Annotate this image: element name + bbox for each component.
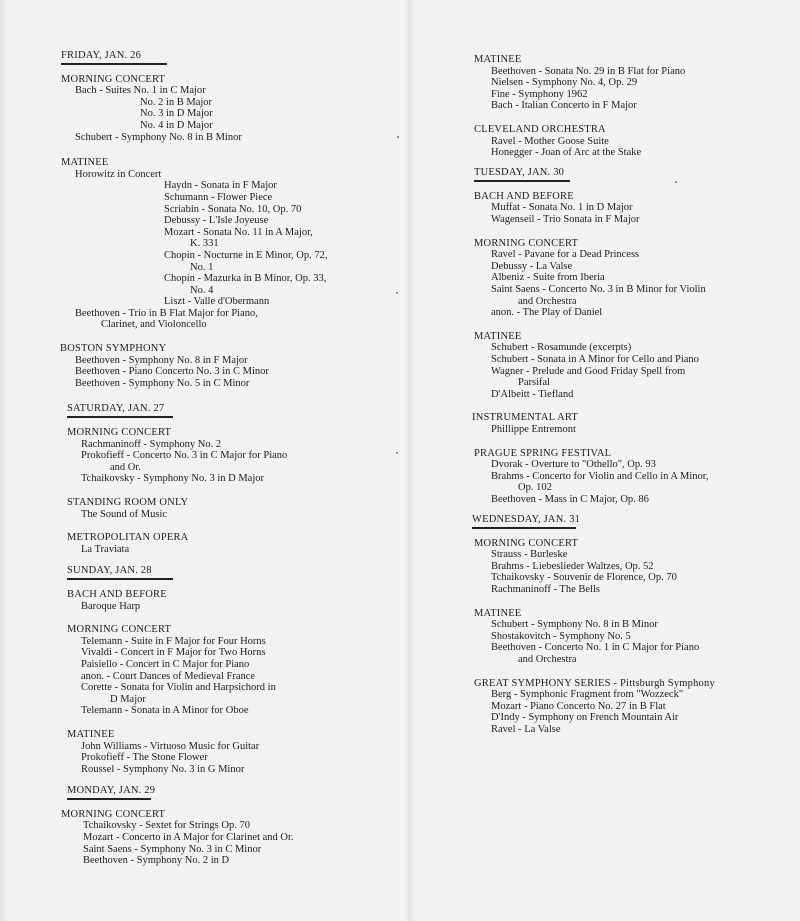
program-line: Telemann - Suite in F Major for Four Horns (81, 635, 266, 647)
section-title: GREAT SYMPHONY SERIES - Pittsburgh Symphony (474, 677, 715, 689)
sunday-bach-and-before (67, 589, 391, 612)
date-heading: MONDAY, JAN. 29 (67, 785, 156, 797)
program-line-continued: and Orchestra (518, 295, 577, 307)
program-line: Liszt - Valle d'Obermann (164, 296, 270, 308)
tuesday-header (474, 167, 792, 182)
program-line: Schubert - Sonata in A Minor for Cello and Piano (491, 353, 699, 365)
program-line: Horowitz in Concert (75, 168, 162, 180)
program-line: No. 4 in D Major (140, 119, 213, 131)
boston-symphony (61, 343, 391, 389)
program-line: Debussy - L'Isle Joyeuse (164, 215, 269, 227)
program-line: Beethoven - Trio in B Flat Major for Piano, (75, 307, 258, 319)
program-line: Chopin - Nocturne in E Minor, Op. 72, (164, 249, 328, 261)
program-line: Muffat - Sonata No. 1 in D Major (491, 202, 633, 214)
program-line: Schubert - Symphony No. 8 in B Minor (75, 131, 242, 143)
section-title: MATINEE (474, 607, 522, 619)
friday-header (61, 50, 391, 65)
program-line: Mozart - Piano Concerto No. 27 in B Flat (491, 700, 666, 712)
program-line: Roussel - Symphony No. 3 in G Minor (81, 763, 245, 775)
program-line: D'Indy - Symphony on French Mountain Air (491, 712, 679, 724)
sunday-matinee (67, 729, 391, 775)
sunday-header (67, 565, 391, 580)
program-line-continued: No. 1 (190, 261, 214, 273)
program-line: Prokofieff - The Stone Flower (81, 752, 208, 764)
cleveland-orchestra (474, 124, 792, 159)
section-title: BACH AND BEFORE (67, 588, 167, 600)
sunday-morning-concert (67, 624, 391, 717)
program-line-continued: Clarinet, and Violoncello (101, 319, 207, 331)
program-line: Beethoven - Symphony No. 2 in D (83, 855, 230, 867)
section-title: MORNING CONCERT (61, 808, 166, 820)
program-line: Telemann - Sonata in A Minor for Oboe (81, 705, 249, 717)
program-line: Haydn - Sonata in F Major (164, 180, 277, 192)
program-line: Strauss - Burleske (491, 549, 568, 561)
program-line: Nielsen - Symphony No. 4, Op. 29 (491, 77, 638, 89)
date-heading: FRIDAY, JAN. 26 (61, 50, 142, 61)
section-title: MORNING CONCERT (61, 73, 166, 85)
section-title: PRAGUE SPRING FESTIVAL (474, 447, 612, 459)
wednesday-morning-concert (474, 538, 792, 596)
program-line: Rachmaninoff - Symphony No. 2 (81, 438, 222, 450)
program-line: Beethoven - Symphony No. 5 in C Minor (75, 377, 250, 389)
program-line: Ravel - Pavane for a Dead Princess (491, 249, 640, 261)
section-title: BACH AND BEFORE (474, 190, 574, 202)
tuesday-matinee (474, 331, 792, 401)
program-line: anon. - The Play of Daniel (491, 307, 603, 319)
program-line: Tchaikovsky - Symphony No. 3 in D Major (81, 473, 265, 485)
friday-morning-concert (61, 74, 391, 144)
section-title: MATINEE (474, 54, 522, 65)
program-line: Beethoven - Piano Concerto No. 3 in C Minor (75, 366, 269, 378)
program-line: Brahms - Concerto for Violin and Cello in A Minor, (491, 470, 709, 482)
friday-matinee (61, 157, 391, 331)
program-line: Baroque Harp (81, 600, 141, 612)
program-line: Phillippe Entremont (491, 423, 576, 435)
section-title: INSTRUMENTAL ART (472, 412, 579, 424)
program-line: Wagner - Prelude and Good Friday Spell from (491, 365, 686, 377)
section-title: BOSTON SYMPHONY (60, 343, 167, 355)
program-line: Brahms - Liebeslieder Waltzes, Op. 52 (491, 560, 654, 572)
left-column (61, 50, 391, 875)
section-title: STANDING ROOM ONLY (67, 497, 189, 508)
program-line: Shostakovitch - Symphony No. 5 (491, 630, 631, 642)
speck (396, 292, 398, 294)
program-line: Mozart - Concerto in A Major for Clarinet and Or. (83, 832, 294, 844)
date-heading: TUESDAY, JAN. 30 (474, 167, 565, 179)
instrumental-art (472, 412, 792, 435)
program-line: Beethoven - Sonata No. 29 in B Flat for Piano (491, 65, 686, 77)
program-line: The Sound of Music (81, 508, 168, 520)
speck (396, 452, 398, 454)
program-line: John Williams - Virtuoso Music for Guitar (81, 740, 260, 752)
section-title: MORNING CONCERT (474, 237, 579, 249)
center-fold (404, 0, 416, 921)
section-title: MORNING CONCERT (474, 537, 579, 549)
program-line: Ravel - La Valse (491, 723, 561, 735)
program-line-continued: D Major (110, 693, 146, 705)
program-line: Bach - Italian Concerto in F Major (491, 100, 637, 112)
wednesday-matinee (474, 608, 792, 666)
program-line: No. 2 in B Major (140, 96, 213, 108)
program-line: D'Albeitt - Tiefland (491, 388, 574, 400)
program-line: Ravel - Mother Goose Suite (491, 135, 609, 147)
program-line: Schubert - Rosamunde (excerpts) (491, 342, 632, 354)
program-line: Corette - Sonata for Violin and Harpsichord in (81, 682, 276, 694)
speck (397, 136, 399, 138)
program-line: No. 3 in D Major (140, 108, 213, 120)
program-line: Paisiello - Concert in C Major for Piano (81, 658, 250, 670)
program-line: Beethoven - Mass in C Major, Op. 86 (491, 493, 649, 505)
section-title: CLEVELAND ORCHESTRA (474, 123, 606, 135)
standing-room-only (67, 497, 391, 520)
program-line: Rachmaninoff - The Bells (491, 583, 600, 595)
program-line: Saint Saens - Concerto No. 3 in B Minor for Violin (491, 284, 706, 295)
program-line: Scriabin - Sonata No. 10, Op. 70 (164, 203, 302, 215)
program-line-continued: No. 4 (190, 284, 214, 296)
prague-spring-festival (474, 448, 792, 506)
saturday-header (67, 403, 391, 418)
program-line-continued: Parsifal (518, 377, 551, 389)
program-line: Debussy - La Valse (491, 260, 573, 272)
section-title: MATINEE (67, 728, 115, 740)
program-line: Beethoven - Symphony No. 8 in F Major (75, 354, 248, 366)
program-line: Tchaikovsky - Souvenir de Florence, Op. 70 (491, 572, 677, 584)
program-line-continued: and Orchestra (518, 653, 577, 665)
section-title: MATINEE (61, 157, 109, 169)
date-heading: WEDNESDAY, JAN. 31 (472, 514, 581, 525)
program-line: Chopin - Mazurka in B Minor, Op. 33, (164, 273, 327, 285)
program-line: Berg - Symphonic Fragment from "Wozzeck" (491, 689, 684, 701)
program-line: Mozart - Sonata No. 11 in A Major, (164, 226, 313, 238)
program-line: Saint Saens - Symphony No. 3 in C Minor (83, 843, 262, 855)
metropolitan-opera (67, 532, 391, 555)
section-title: METROPOLITAN OPERA (67, 532, 189, 544)
program-line-continued: K. 331 (190, 238, 219, 250)
program-line-continued: Op. 102 (518, 482, 552, 494)
saturday-morning-concert (67, 427, 391, 485)
section-title: MORNING CONCERT (67, 427, 172, 439)
great-symphony-series (474, 678, 792, 736)
monday-header (67, 785, 391, 800)
program-line: Tchaikovsky - Sextet for Strings Op. 70 (83, 820, 250, 832)
section-title: MATINEE (474, 330, 522, 342)
program-line: Bach - Suites No. 1 in C Major (75, 85, 206, 97)
program-line: Fine - Symphony 1962 (491, 88, 588, 100)
program-line: Albeniz - Suite from Iberia (491, 272, 605, 284)
wednesday-header (472, 514, 792, 529)
program-line: anon. - Court Dances of Medieval France (81, 670, 256, 682)
right-column (472, 54, 792, 744)
program-line: Wagenseil - Trio Sonata in F Major (491, 214, 640, 226)
program-line: Schumann - Flower Piece (164, 191, 273, 203)
program-line: Dvorak - Overture to "Othello", Op. 93 (491, 459, 656, 471)
date-heading: SATURDAY, JAN. 27 (67, 403, 165, 415)
program-line: Schubert - Symphony No. 8 in B Minor (491, 619, 658, 631)
page-left-shadow (0, 0, 6, 921)
date-heading: SUNDAY, JAN. 28 (67, 565, 152, 577)
program-line: Prokofieff - Concerto No. 3 in C Major for Piano (81, 450, 288, 462)
section-title: MORNING CONCERT (67, 624, 172, 636)
program-line: Honegger - Joan of Arc at the Stake (491, 147, 642, 159)
monday-matinee (474, 54, 792, 112)
program-line: La Traviata (81, 543, 130, 555)
program-line: Beethoven - Concerto No. 1 in C Major for Piano (491, 642, 700, 654)
tuesday-bach-and-before (474, 191, 792, 226)
tuesday-morning-concert (474, 238, 792, 319)
program-line: Vivaldi - Concert in F Major for Two Horns (81, 647, 266, 659)
program-line-continued: and Or. (110, 461, 141, 473)
monday-morning-concert (61, 809, 391, 867)
